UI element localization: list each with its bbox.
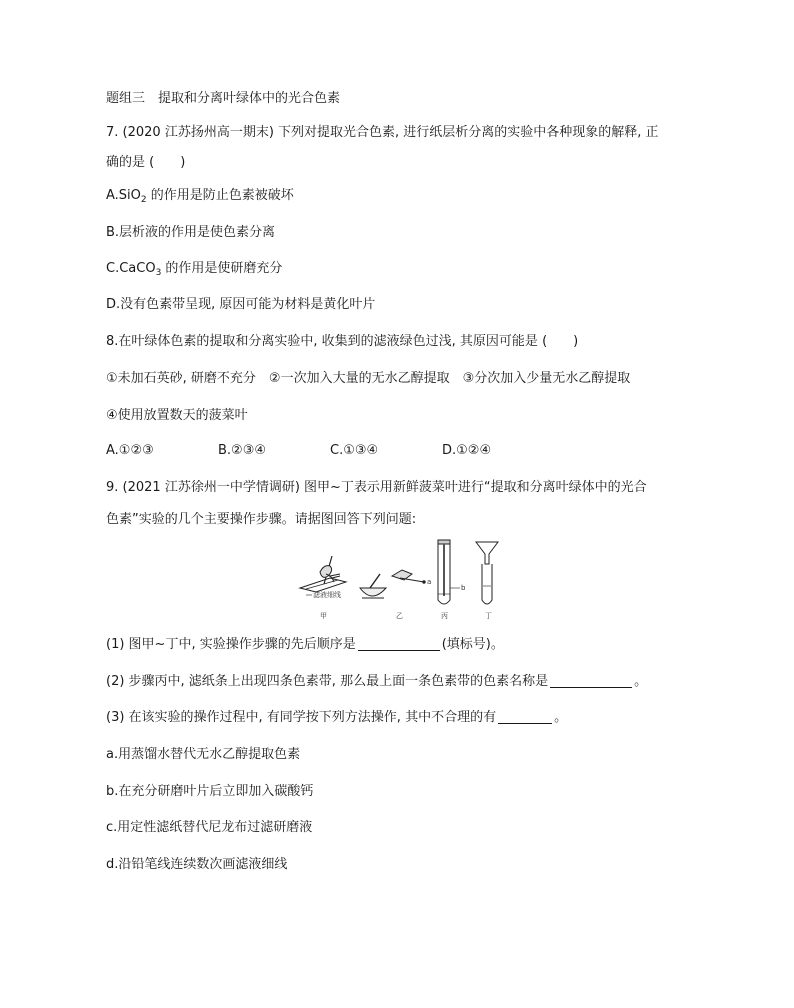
label-b: b xyxy=(461,584,466,592)
q9-item-b: b.在充分研磨叶片后立即加入碳酸钙 xyxy=(106,784,314,799)
q9-stem-line1: 9. (2021 江苏徐州一中学情调研) 图甲~丁表示用新鲜菠菜叶进行“提取和分离叶绿体中的光合 xyxy=(106,480,647,495)
q7-option-c xyxy=(106,260,282,278)
q9-sub1 xyxy=(106,636,504,654)
q9-sub3-suffix: 。 xyxy=(554,710,568,725)
q9-item-c: c.用定性滤纸替代尼龙布过滤研磨液 xyxy=(106,820,313,835)
label-ding: 丁 xyxy=(485,612,492,620)
q9-sub1-suffix: (填标号)。 xyxy=(441,637,504,652)
q8-stem: 8.在叶绿体色素的提取和分离实验中, 收集到的滤液绿色过浅, 其原因可能是 ( ) xyxy=(106,334,579,349)
step-ding-filtering xyxy=(476,542,498,604)
q7-option-d: D.没有色素带呈现, 原因可能为材料是黄化叶片 xyxy=(106,297,376,312)
q9-item-d: d.沿铅笔线连续数次画滤液细线 xyxy=(106,857,288,872)
step-bing-chromatography xyxy=(438,540,460,604)
experiment-figure xyxy=(296,538,508,624)
q8-choice-b: B.②③④ xyxy=(218,443,267,458)
q7-option-a-rest: 的作用是防止色素被破坏 xyxy=(146,188,294,203)
step-yi-grinding xyxy=(360,570,425,598)
q7-option-c-subscript: 3 xyxy=(155,268,162,278)
label-a: a xyxy=(427,578,432,586)
q8-choice-a: A.①②③ xyxy=(106,443,154,458)
q9-stem-line2: 色素”实验的几个主要操作步骤。请据图回答下列问题: xyxy=(106,512,417,527)
q7-option-b: B.层析液的作用是使色素分离 xyxy=(106,225,276,240)
q9-sub1-answer-blank[interactable] xyxy=(358,636,440,651)
q7-option-a xyxy=(106,187,294,205)
q8-choice-c: C.①③④ xyxy=(330,443,379,458)
q7-option-c-text: C.CaCO xyxy=(106,261,156,276)
label-yi: 乙 xyxy=(396,612,403,620)
q9-item-a: a.用蒸馏水替代无水乙醇提取色素 xyxy=(106,747,301,762)
q9-sub2-answer-blank[interactable] xyxy=(550,673,632,688)
q9-sub3-text: (3) 在该实验的操作过程中, 有同学按下列方法操作, 其中不合理的有 xyxy=(106,710,497,725)
label-jia: 甲 xyxy=(320,612,327,620)
q7-stem-line1: 7. (2020 江苏扬州高一期末) 下列对提取光合色素, 进行纸层析分离的实验中各种现象的解释, 正 xyxy=(106,125,659,140)
q7-option-a-subscript: 2 xyxy=(140,195,147,205)
q8-choice-d: D.①②④ xyxy=(442,443,492,458)
q9-sub2-text: (2) 步骤丙中, 滤纸条上出现四条色素带, 那么最上面一条色素带的色素名称是 xyxy=(106,674,549,689)
label-bing: 丙 xyxy=(441,612,448,620)
q9-sub3 xyxy=(106,709,567,727)
line-label: 滤液细线 xyxy=(313,591,341,599)
q9-sub3-answer-blank[interactable] xyxy=(498,709,552,724)
q7-option-c-rest: 的作用是使研磨充分 xyxy=(161,261,283,276)
group-header: 题组三 提取和分离叶绿体中的光合色素 xyxy=(106,91,341,106)
q9-sub2-suffix: 。 xyxy=(634,674,648,689)
step-jia-drawing xyxy=(300,556,346,592)
q7-option-a-text: A.SiO xyxy=(106,188,141,203)
q8-reasons-line2: ④使用放置数天的菠菜叶 xyxy=(106,408,248,423)
q8-reasons-line1: ①未加石英砂, 研磨不充分 ②一次加入大量的无水乙醇提取 ③分次加入少量无水乙醇提取 xyxy=(106,371,631,386)
q9-sub2 xyxy=(106,673,647,691)
q9-sub1-text: (1) 图甲~丁中, 实验操作步骤的先后顺序是 xyxy=(106,637,356,652)
q7-stem-line2: 确的是 ( ) xyxy=(106,155,186,170)
